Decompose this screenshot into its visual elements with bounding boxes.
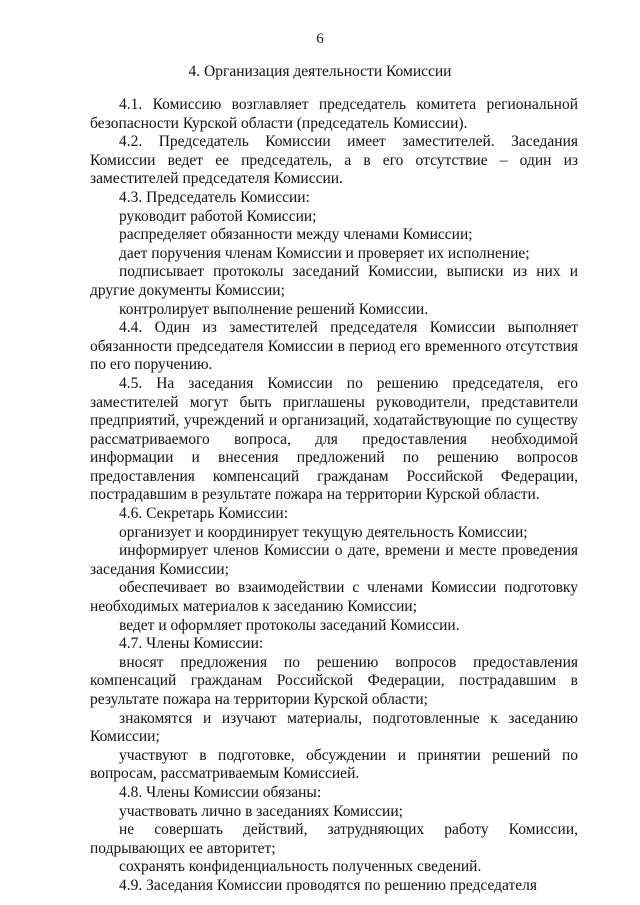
paragraph-4-3-heading: 4.3. Председатель Комиссии: <box>119 188 310 206</box>
paragraph-4-8-item-3: сохранять конфиденциальность полученных сведений. <box>119 858 482 876</box>
paragraph-4-9: 4.9. Заседания Комиссии проводятся по решению председателя <box>119 876 538 894</box>
paragraph-4-6-item-4: ведет и оформляет протоколы заседаний Комиссии. <box>119 616 460 634</box>
page-number: 6 <box>316 31 324 47</box>
document-body <box>90 96 578 896</box>
paragraph-4-7-item-3: участвуют в подготовке, обсуждении и принятии решений по вопросам, рассматриваемым Комиссией. <box>90 746 578 783</box>
paragraph-4-8-item-2: не совершать действий, затрудняющих работу Комиссии, подрывающих ее авторитет; <box>90 821 578 857</box>
paragraph-4-6-item-1: организует и координирует текущую деятельность Комиссии; <box>119 523 528 541</box>
paragraph-4-7-heading: 4.7. Члены Комиссии: <box>119 635 264 653</box>
paragraph-4-4: 4.4. Один из заместителей председателя Комиссии выполняет обязанности председателя Комиссии в период его временного отсутствия по его поручению. <box>90 319 578 374</box>
paragraph-4-6-item-2: информирует членов Комиссии о дате, времени и месте проведения заседания Комиссии; <box>90 542 578 578</box>
paragraph-4-8-item-1: участвовать лично в заседаниях Комиссии; <box>119 802 403 820</box>
paragraph-4-6-item-3: обеспечивает во взаимодействии с членами Комиссии подготовку необходимых материалов к заседанию Комиссии; <box>90 579 578 616</box>
paragraph-4-3-item-4: подписывает протоколы заседаний Комиссии, выписки из них и другие документы Комиссии; <box>90 263 578 299</box>
paragraph-4-3-item-3: дает поручения членам Комиссии и проверяет их исполнение; <box>119 244 530 262</box>
section-title: 4. Организация деятельности Комиссии <box>188 63 452 80</box>
paragraph-4-7-item-2: знакомятся и изучают материалы, подготовленные к заседанию Комиссии; <box>90 709 578 746</box>
paragraph-4-3-item-2: распределяет обязанности между членами Комиссии; <box>119 226 473 244</box>
paragraph-4-2: 4.2. Председатель Комиссии имеет заместителей. Заседания Комиссии ведет ее председатель, а в его отсутствие – один из заместителей председателя Комиссии. <box>90 133 578 188</box>
paragraph-4-8-heading: 4.8. Члены Комиссии обязаны: <box>119 783 322 801</box>
paragraph-4-3-item-5: контролирует выполнение решений Комиссии. <box>119 300 429 318</box>
paragraph-4-3-item-1: руководит работой Комиссии; <box>119 207 317 225</box>
paragraph-4-7-item-1: вносят предложения по решению вопросов предоставления компенсаций гражданам Российской Федерации, пострадавшим в результате пожара на территории Курской области; <box>90 653 578 708</box>
paragraph-4-6-heading: 4.6. Секретарь Комиссии: <box>119 505 289 523</box>
paragraph-4-5: 4.5. На заседания Комиссии по решению председателя, его заместителей могут быть приглашены руководители, представители предприятий, учреждений и организаций, ходатайствующие по существу рассматриваемого вопроса, для предоставления необходимой информации и внесения предложений по решению вопросов предоставления компенсаций гражданам Российской Федерации, пострадавшим в результате пожара на территории Курской области. <box>90 374 578 504</box>
paragraph-4-1: 4.1. Комиссию возглавляет председатель комитета региональной безопасности Курской области (председатель Комиссии). <box>90 96 578 132</box>
